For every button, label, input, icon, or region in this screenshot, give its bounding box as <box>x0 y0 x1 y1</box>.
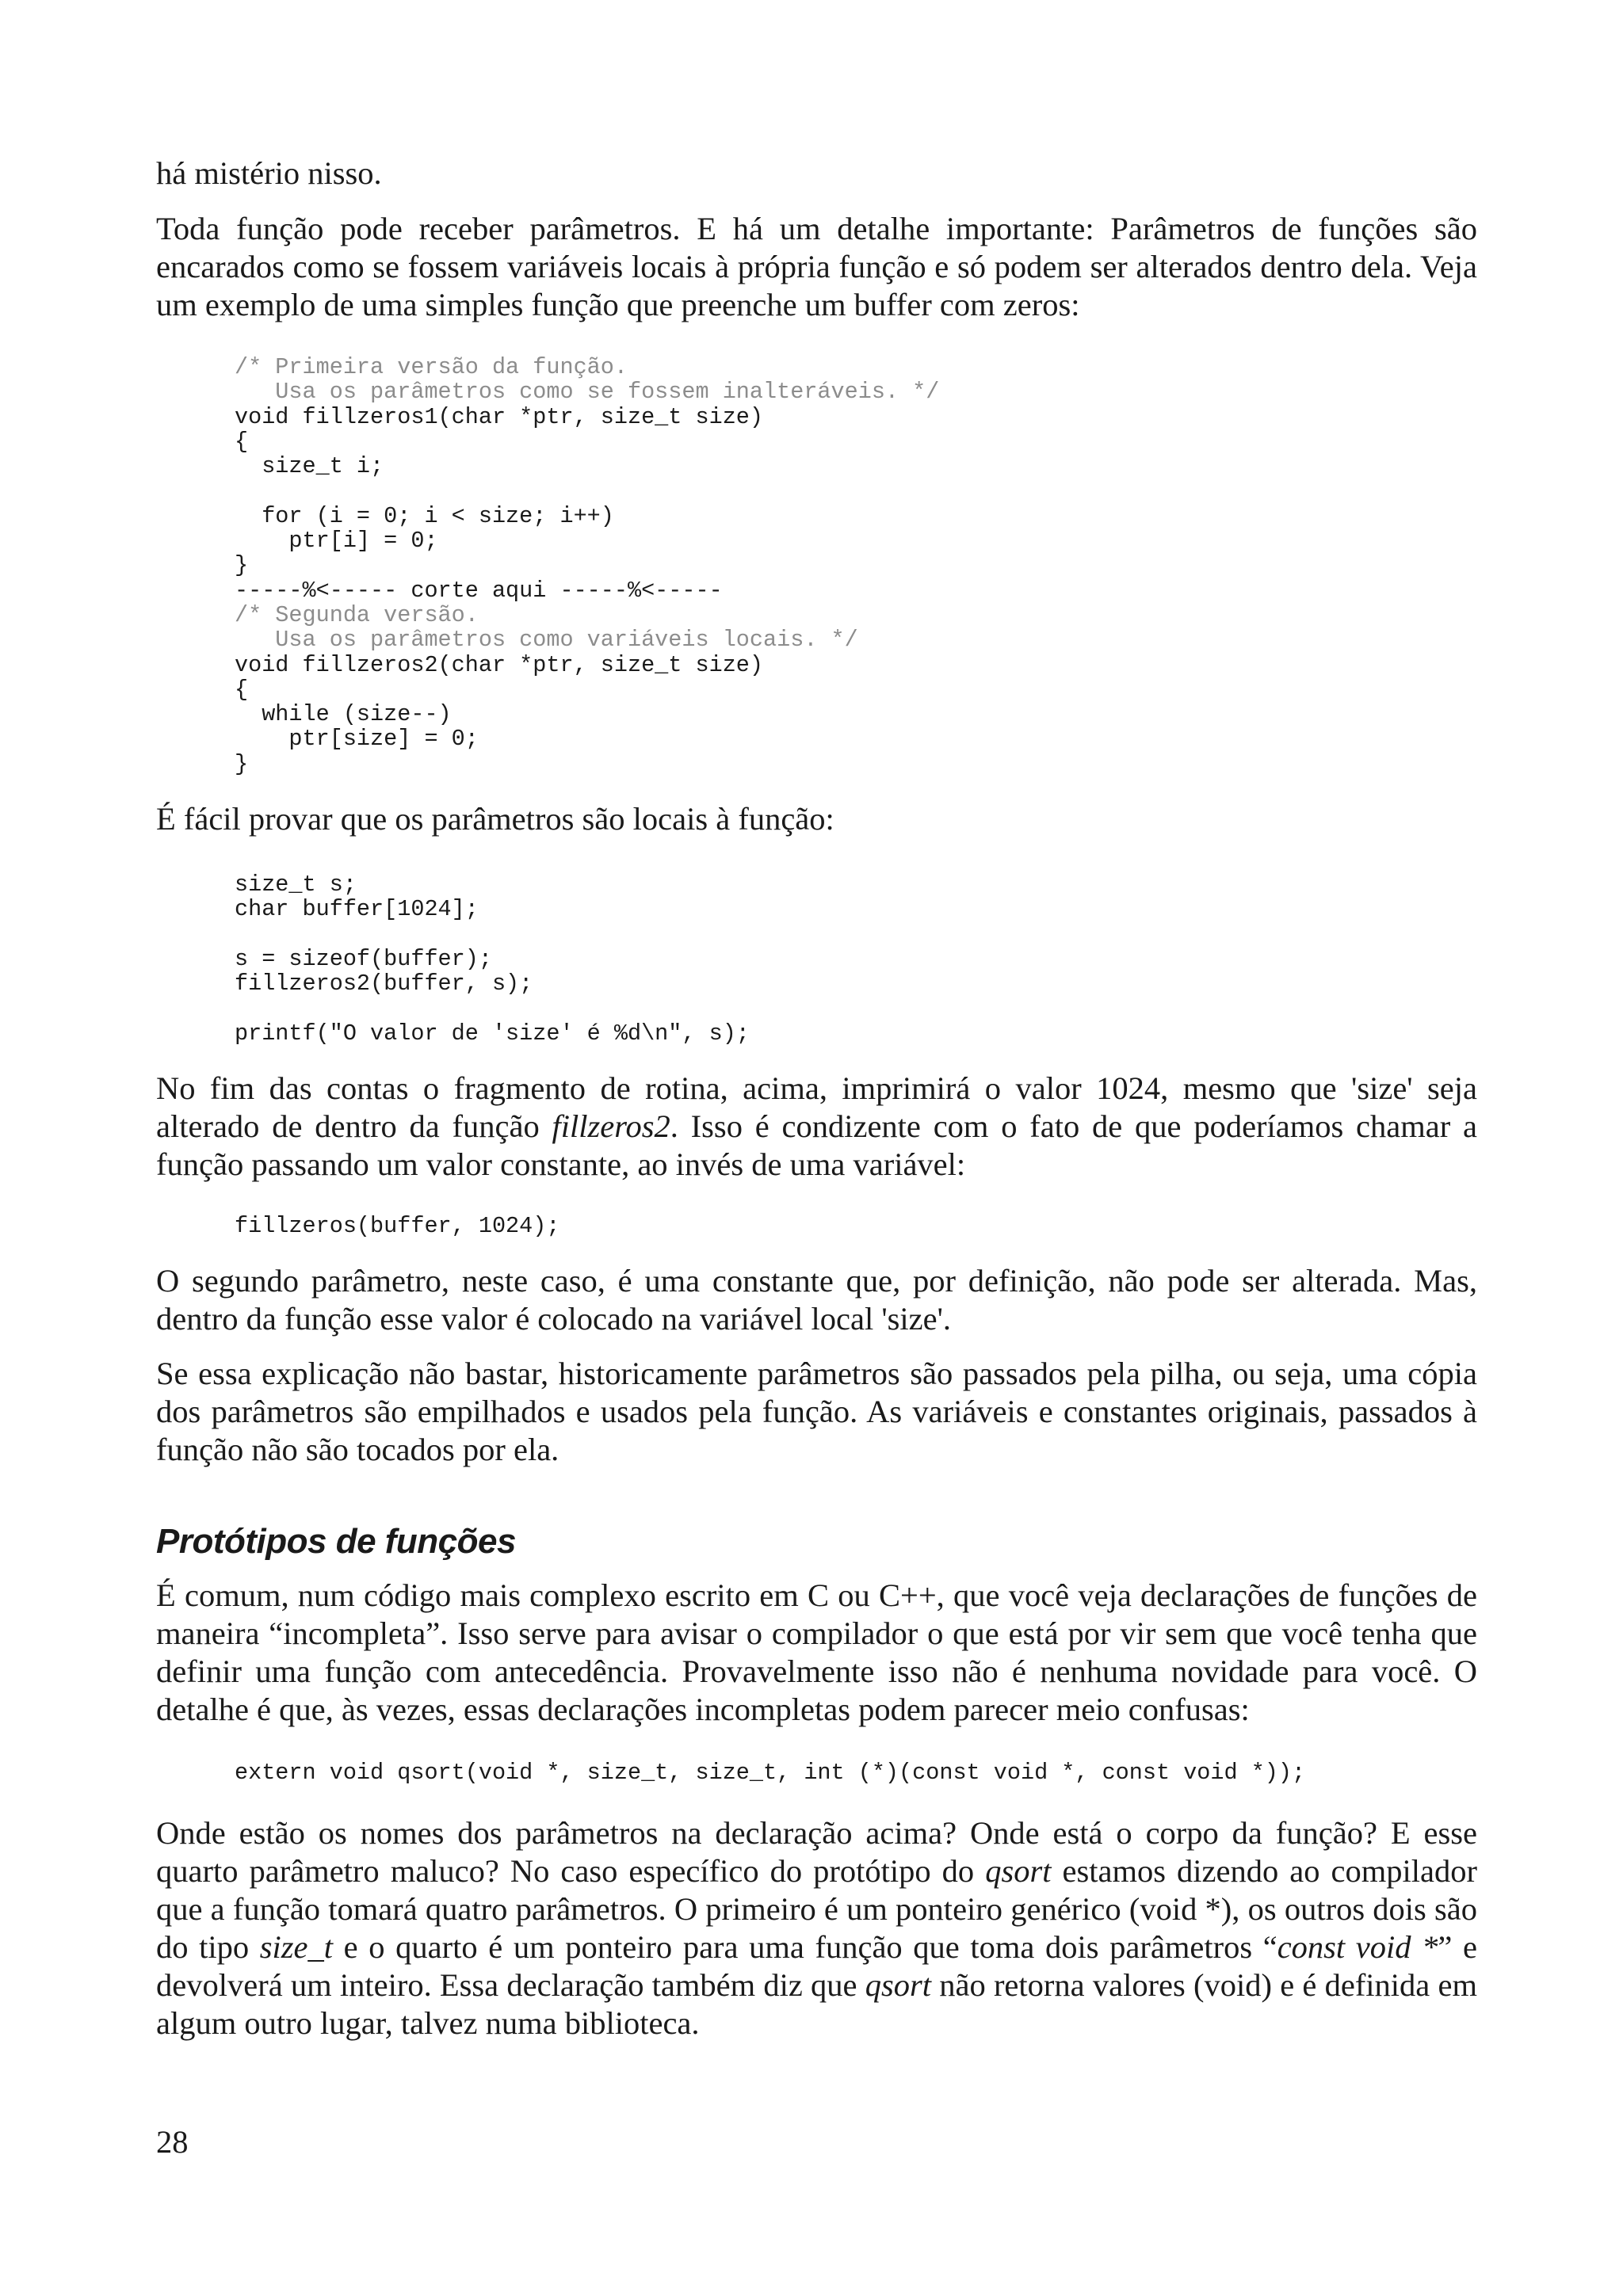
text-run: e o quarto é um ponteiro para uma função que toma dois parâmetros “ <box>333 1929 1277 1965</box>
italic-text-run: fillzeros2 <box>552 1108 670 1144</box>
code-line: ptr[i] = 0; <box>235 528 438 555</box>
code-line: { <box>235 676 249 703</box>
paragraph: Toda função pode receber parâmetros. E há um detalhe importante: Parâmetros de funções são encarados como se fossem variáveis locais à própria função e só podem ser alterados dentro dela. Veja um exemplo de uma simples função que preenche um buffer com zeros: <box>156 211 1477 322</box>
code-blank-line <box>235 996 750 1020</box>
paragraph: É fácil provar que os parâmetros são locais à função: <box>156 801 834 837</box>
italic-text-run: const void * <box>1277 1929 1438 1965</box>
code-block-qsort-prototype <box>235 1760 1305 1785</box>
italic-text-run: qsort <box>865 1967 932 2003</box>
code-line: while (size--) <box>235 701 452 728</box>
code-block-proof <box>235 872 750 1046</box>
code-line: void fillzeros1(char *ptr, size_t size) <box>235 403 764 430</box>
code-blank-line <box>235 479 939 503</box>
paragraph: Se essa explicação não bastar, historicamente parâmetros são passados pela pilha, ou seja, uma cópia dos parâmetros são empilhados e usados pela função. As variáveis e constantes originais, passados à função não são tocados por ela. <box>156 1356 1477 1467</box>
code-comment: Usa os parâmetros como variáveis locais. */ <box>235 627 858 654</box>
code-block-fillzeros <box>235 355 939 776</box>
code-line: char buffer[1024]; <box>235 896 479 923</box>
code-comment: /* Primeira versão da função. <box>235 354 628 380</box>
paragraph <box>156 1070 1477 1184</box>
paragraph <box>156 1814 1477 2042</box>
page-number: 28 <box>156 2124 189 2160</box>
code-line: printf("O valor de 'size' é %d\n", s); <box>235 1020 750 1047</box>
code-line: void fillzeros2(char *ptr, size_t size) <box>235 651 764 678</box>
code-comment: /* Segunda versão. <box>235 601 479 628</box>
code-blank-line <box>235 922 750 947</box>
italic-text-run: qsort <box>985 1853 1052 1889</box>
paragraph: há mistério nisso. <box>156 155 382 191</box>
code-line: s = sizeof(buffer); <box>235 945 492 972</box>
text-run: No fim das contas o fragmento de rotina, acima, imprimirá o valor 1024, mesmo que 'size' seja alterado de dentro da função <box>156 1070 1477 1144</box>
paragraph: O segundo parâmetro, neste caso, é uma constante que, por definição, não pode ser alterada. Mas, dentro da função esse valor é colocado na variável local 'size'. <box>156 1263 1477 1337</box>
text-run: não retorna valores (void) e é definida em algum outro lugar, talvez numa biblioteca. <box>156 1967 1477 2041</box>
code-line: for (i = 0; i < size; i++) <box>235 502 614 529</box>
text-run: ” e devolverá um inteiro. Essa declaração também diz que <box>156 1929 1478 2003</box>
paragraph: É comum, num código mais complexo escrito em C ou C++, que você veja declarações de funções de maneira “incompleta”. Isso serve para avisar o compilador o que está por vir sem que você tenha que definir uma função com antecedência. Provavelmente isso não é nenhuma novidade para você. O detalhe é que, às vezes, essas declarações incompletas podem parecer meio confusas: <box>156 1577 1477 1727</box>
code-line: fillzeros(buffer, 1024); <box>235 1213 560 1239</box>
section-heading: Protótipos de funções <box>156 1522 516 1561</box>
code-line: fillzeros2(buffer, s); <box>235 971 533 997</box>
code-line: extern void qsort(void *, size_t, size_t, int (*)(const void *, const void *)); <box>235 1760 1306 1786</box>
code-line: } <box>235 750 249 777</box>
code-line: size_t s; <box>235 871 357 898</box>
italic-text-run: size_t <box>259 1929 334 1965</box>
text-run: Onde estão os nomes dos parâmetros na declaração acima? Onde está o corpo da função? E esse quarto parâmetro maluco? No caso específico do protótipo do <box>156 1815 1477 1889</box>
code-line: { <box>235 428 249 455</box>
code-comment: Usa os parâmetros como se fossem inalteráveis. */ <box>235 379 940 406</box>
code-line: ptr[size] = 0; <box>235 726 479 753</box>
code-line: -----%<----- corte aqui -----%<----- <box>235 577 723 604</box>
text-run: . Isso é condizente com o fato de que poderíamos chamar a função passando um valor constante, ao invés de uma variável: <box>156 1108 1477 1182</box>
text-run: estamos dizendo ao compilador que a função tomará quatro parâmetros. O primeiro é um ponteiro genérico (void *), os outros dois são do tipo <box>156 1853 1477 1965</box>
code-line: size_t i; <box>235 453 384 480</box>
code-line: } <box>235 552 249 579</box>
code-block-constant-call <box>235 1214 559 1238</box>
